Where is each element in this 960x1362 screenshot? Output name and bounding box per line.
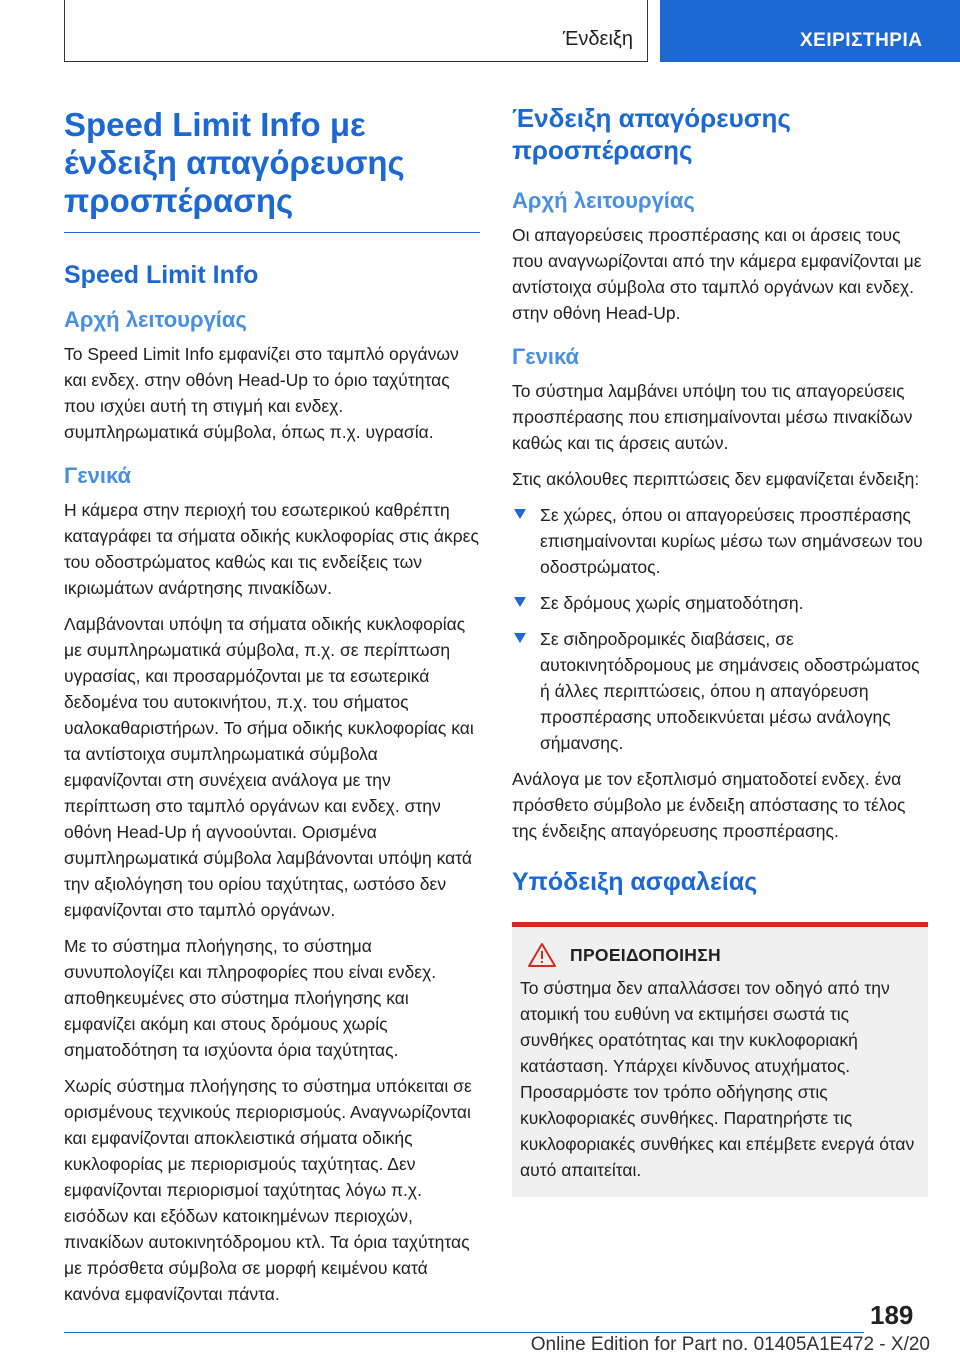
bullet-list	[512, 502, 928, 756]
general-text: Ανάλογα με τον εξοπλισμό σηματοδοτεί ενδεχ. ένα πρόσθετο σύμβολο με ένδειξη απόστασης το τέλος της ένδειξης απαγόρευσης προσπέρασης.	[512, 769, 906, 841]
right-column	[512, 100, 928, 1197]
general-paragraph: Χωρίς σύστημα πλοήγησης το σύστημα υπόκειται σε ορισμένους τεχνικούς περιορισμούς. Αναγνωρίζονται και εμφανίζονται αποκλειστικά σήματα οδικής κυκλοφορίας με περιορισμούς ταχύτητας. Δεν εμφανίζονται περιορισμοί ταχύτητας λόγω π.χ. εισόδων και εξόδων κατοικημένων περιοχών, πινακίδων αυτοκινητόδρομου κτλ. Τα όρια ταχύτητας με πρόσθετα σύμβολα σε μορφή κειμένου κατά κανόνα εμφανίζονται πάντα.	[64, 1076, 472, 1304]
header-section-label: Ένδειξη	[562, 28, 633, 50]
warning-box	[512, 922, 928, 1197]
general-text: Στις ακόλουθες περιπτώσεις δεν εμφανίζεται ένδειξη:	[512, 469, 920, 489]
header-section-box	[64, 0, 648, 62]
subtitle-speed-limit-info: Speed Limit Info	[64, 261, 259, 289]
list-item-text: Σε δρόμους χωρίς σηματοδότηση.	[540, 593, 804, 613]
warning-triangle-icon	[528, 943, 556, 967]
left-column	[64, 100, 480, 1317]
principle-text: Οι απαγορεύσεις προσπέρασης και οι άρσεις τους που αναγνωρίζονται από την κάμερα εμφανίζονται με αντίστοιχα σύμβολα στο ταμπλό οργάνων και ενδεχ. στην οθόνη Head-Up.	[512, 225, 922, 323]
general-paragraph: Με το σύστημα πλοήγησης, το σύστημα συνυπολογίζει και πληροφορίες που είναι ενδεχ. αποθηκευμένες στο σύστημα πλοήγησης και εμφανίζει ακόμη και στους δρόμους χωρίς σηματοδότηση τα ισχύοντα όρια ταχύτητας.	[64, 936, 437, 1060]
warning-header	[520, 943, 920, 967]
principle-text: Το Speed Limit Info εμφανίζει στο ταμπλό οργάνων και ενδεχ. στην οθόνη Head-Up το όριο ταχύτητας που ισχύει αυτή τη στιγμή και ενδεχ. συμπληρωματικά σύμβολα, όπως π.χ. υγρασία.	[64, 344, 459, 442]
general-text: Το σύστημα λαμβάνει υπόψη του τις απαγορεύσεις προσπέρασης που επισημαίνονται μέσω πινακίδων καθώς και τις άρσεις αυτών.	[512, 381, 913, 453]
warning-title: ΠΡΟΕΙΔΟΠΟΙΗΣΗ	[570, 944, 721, 965]
list-item	[512, 626, 928, 756]
warning-text: Το σύστημα δεν απαλλάσσει τον οδηγό από την ατομική του ευθύνη να εκτιμήσει σωστά τις συνθήκες ορατότητας και την κυκλοφοριακή κατάσταση. Υπάρχει κίνδυνος ατυχήματος. Προσαρμόστε τον τρόπο οδήγησης στις κυκλοφοριακές συνθήκες. Παρατηρήστε τις κυκλοφοριακές συνθήκες και επέμβετε ενεργά όταν αυτό απαιτείται.	[520, 978, 915, 1180]
bullet-triangle-icon	[514, 597, 526, 607]
section-title-no-overtaking: Ένδειξη απαγόρευσης προσπέρασης	[512, 103, 791, 165]
page-title: Speed Limit Info με ένδειξη απαγόρευσης προσπέρασης	[64, 100, 480, 233]
page-number: 189	[870, 1300, 914, 1330]
general-paragraph: Λαμβάνονται υπόψη τα σήματα οδικής κυκλοφορίας με συμπληρωματικά σύμβολα, π.χ. σε περίπτωση υγρασίας, και προσαρμόζονται με τα εσωτερικά δεδομένα του αυτοκινήτου, π.χ. του σήματος υαλοκαθαριστήρων. Το σήμα οδικής κυκλοφορίας και τα αντίστοιχα συμπληρωματικά σύμβολα εμφανίζονται στη συνέχεια ανάλογα με την περίπτωση στο ταμπλό οργάνων και ενδεχ. στην οθόνη Head-Up ή αγνοούνται. Ορισμένα συμπληρωματικά σύμβολα λαμβάνονται υπόψη κατά την αξιολόγηση του ορίου ταχύτητας, ωστόσο δεν εμφανίζονται στο ταμπλό οργάνων.	[64, 614, 474, 920]
heading-principle: Αρχή λειτουργίας	[64, 307, 247, 332]
header-chapter-tab	[660, 0, 960, 62]
heading-general: Γενικά	[64, 463, 132, 488]
footer-edition: Online Edition for Part no. 01405A1E472 - X/20	[530, 1334, 930, 1355]
footer-divider	[64, 1332, 864, 1333]
general-paragraph: Η κάμερα στην περιοχή του εσωτερικού καθρέπτη καταγράφει τα σήματα οδικής κυκλοφορίας στις άκρες του οδοστρώματος καθώς και τις ενδείξεις των ικριωμάτων ανάρτησης πινακίδων.	[64, 500, 479, 598]
header-chapter-label: ΧΕΙΡΙΣΤΗΡΙΑ	[800, 30, 923, 51]
heading-principle: Αρχή λειτουργίας	[512, 188, 695, 213]
list-item	[512, 502, 928, 580]
list-item	[512, 590, 928, 616]
bullet-triangle-icon	[514, 633, 526, 643]
list-item-text: Σε χώρες, όπου οι απαγορεύσεις προσπέρασης επισημαίνονται κυρίως μέσω των σημάνσεων του οδοστρώματος.	[540, 505, 923, 577]
heading-general: Γενικά	[512, 344, 580, 369]
list-item-text: Σε σιδηροδρομικές διαβάσεις, σε αυτοκινητόδρομους με σημάνσεις οδοστρώματος ή άλλες περιπτώσεις, όπου η απαγόρευση προσπέρασης υποδεικνύεται μέσω ανάλογης σήμανσης.	[540, 629, 920, 753]
bullet-triangle-icon	[514, 509, 526, 519]
heading-safety: Υπόδειξη ασφαλείας	[512, 868, 758, 896]
